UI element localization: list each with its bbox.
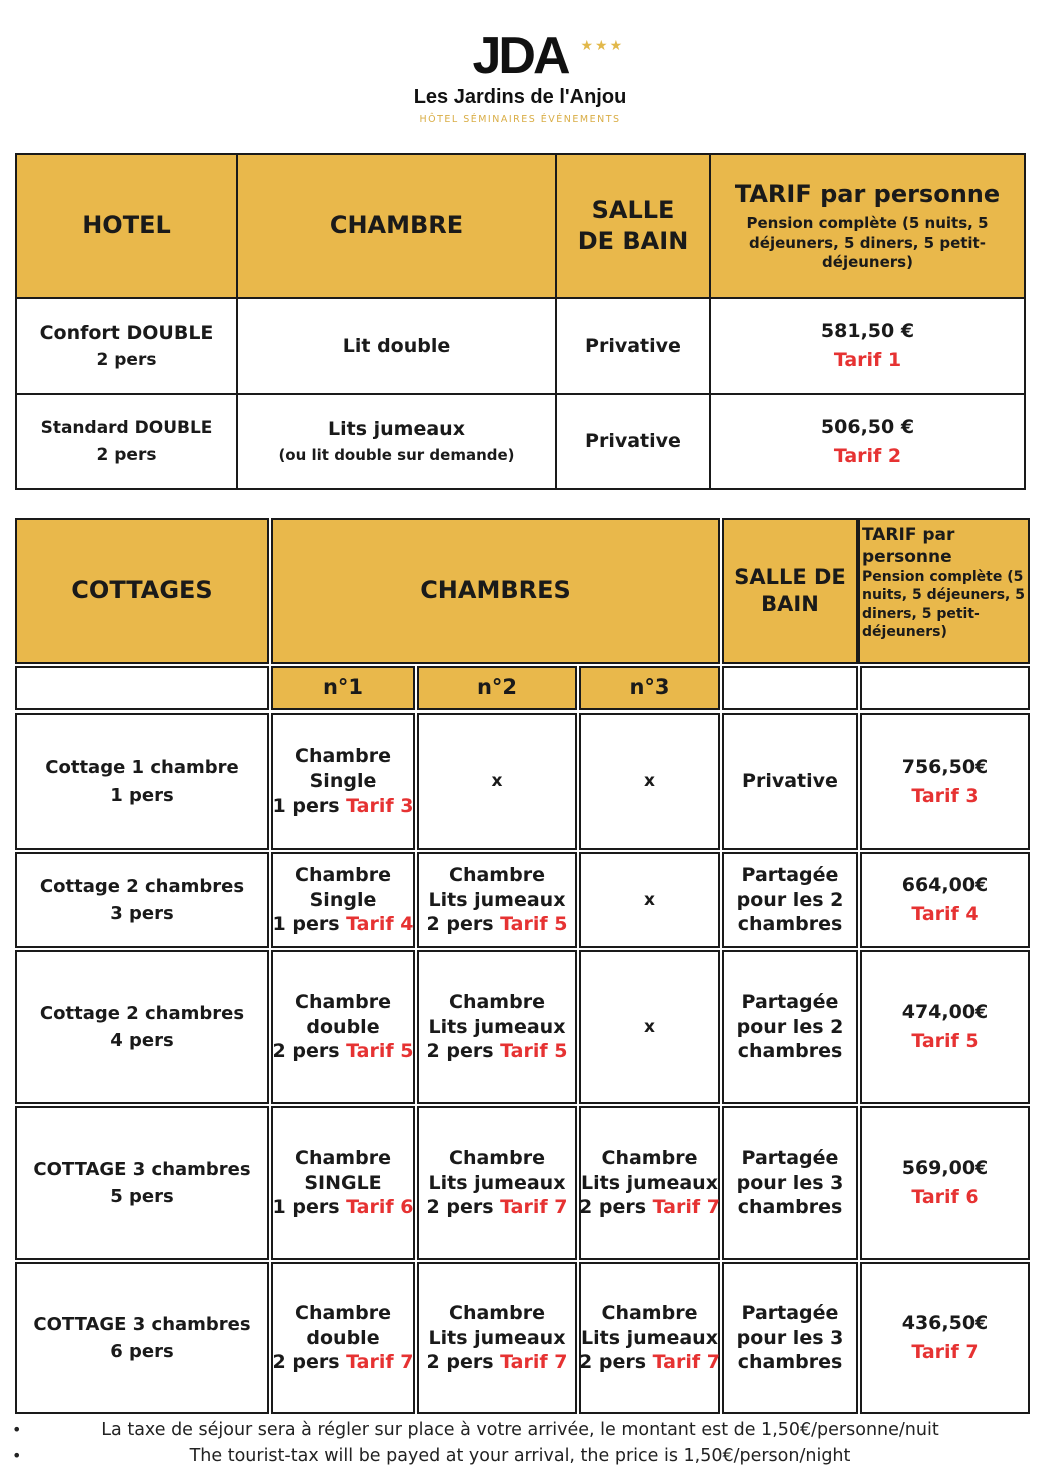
cottage-room-n1: Chambre Single 1 pers Tarif 4 bbox=[271, 852, 415, 948]
hotel-row-name: Standard DOUBLE 2 pers bbox=[15, 393, 238, 490]
cottage-room-n1: Chambre SINGLE 1 pers Tarif 6 bbox=[271, 1106, 415, 1260]
note-en: • The tourist-tax will be payed at your arrival, the price is 1,50€/person/night bbox=[0, 1443, 1040, 1469]
tarif-label: Tarif 6 bbox=[911, 1186, 979, 1208]
tarif-label: Tarif 5 bbox=[500, 913, 568, 936]
header-room-n2: n°2 bbox=[417, 666, 577, 710]
header-room-n1: n°1 bbox=[271, 666, 415, 710]
cottage-row-name: Cottage 2 chambres 3 pers bbox=[15, 852, 269, 948]
header-room-n3: n°3 bbox=[579, 666, 720, 710]
header-tarif: TARIF par personne Pension complète (5 nuits, 5 déjeuners, 5 diners, 5 petit-déjeuners) bbox=[709, 153, 1026, 299]
tarif-label: Tarif 5 bbox=[346, 1040, 414, 1063]
hotel-row-bathroom: Privative bbox=[555, 393, 711, 490]
cottage-row-price: 436,50€ Tarif 7 bbox=[860, 1262, 1030, 1414]
hotel-logo bbox=[0, 24, 1040, 125]
cottage-room-n1: Chambre double 2 pers Tarif 7 bbox=[271, 1262, 415, 1414]
hotel-row-room: Lit double bbox=[236, 297, 557, 395]
tourist-tax-notes bbox=[0, 1417, 1040, 1469]
cottage-row-bathroom: Privative bbox=[722, 713, 858, 850]
cottage-row-price: 474,00€ Tarif 5 bbox=[860, 950, 1030, 1104]
subheader-empty bbox=[722, 666, 858, 710]
cottage-room-n2: Chambre Lits jumeaux 2 pers Tarif 7 bbox=[417, 1106, 577, 1260]
header-cottages: COTTAGES bbox=[15, 518, 269, 664]
bullet-icon: • bbox=[12, 1446, 22, 1465]
cottage-room-n1: Chambre double 2 pers Tarif 5 bbox=[271, 950, 415, 1104]
cottage-room-n2: Chambre Lits jumeaux 2 pers Tarif 5 bbox=[417, 852, 577, 948]
bullet-icon: • bbox=[12, 1420, 22, 1439]
tarif-label: Tarif 6 bbox=[346, 1196, 414, 1219]
cottage-row-name: Cottage 1 chambre 1 pers bbox=[15, 713, 269, 850]
logo-stars: ★★★ bbox=[580, 38, 625, 54]
cottage-room-n2: Chambre Lits jumeaux 2 pers Tarif 7 bbox=[417, 1262, 577, 1414]
header-bathroom: SALLE DE BAIN bbox=[722, 518, 858, 664]
cottage-row-price: 569,00€ Tarif 6 bbox=[860, 1106, 1030, 1260]
header-bathroom: SALLE DE BAIN bbox=[555, 153, 711, 299]
hotel-row-price: 506,50 € Tarif 2 bbox=[709, 393, 1026, 490]
cottage-row-price: 664,00€ Tarif 4 bbox=[860, 852, 1030, 948]
cottage-row-bathroom: Partagée pour les 3 chambres bbox=[722, 1262, 858, 1414]
tarif-label: Tarif 7 bbox=[346, 1351, 414, 1374]
header-room: CHAMBRE bbox=[236, 153, 557, 299]
tarif-label: Tarif 7 bbox=[652, 1196, 720, 1219]
logo-mark bbox=[472, 24, 625, 88]
hotel-row-bathroom: Privative bbox=[555, 297, 711, 395]
cottage-row-bathroom: Partagée pour les 2 chambres bbox=[722, 950, 858, 1104]
cottage-room-n2: x bbox=[417, 713, 577, 850]
tarif-label: Tarif 3 bbox=[346, 794, 414, 817]
tarif-label: Tarif 5 bbox=[500, 1040, 568, 1063]
tarif-label: Tarif 7 bbox=[500, 1196, 568, 1219]
hotel-name: Les Jardins de l'Anjou bbox=[413, 86, 627, 108]
header-tarif: TARIF par personne Pension complète (5 nuits, 5 déjeuners, 5 diners, 5 petit-déjeuners) bbox=[858, 518, 1030, 664]
cottage-row-bathroom: Partagée pour les 3 chambres bbox=[722, 1106, 858, 1260]
cottage-row-name: Cottage 2 chambres 4 pers bbox=[15, 950, 269, 1104]
hotel-tagline: HÔTEL SÉMINAIRES ÉVÉNEMENTS bbox=[419, 114, 621, 125]
hotel-row-room: Lits jumeaux (ou lit double sur demande) bbox=[236, 393, 557, 490]
tarif-label: Tarif 4 bbox=[346, 913, 414, 936]
tarif-label: Tarif 2 bbox=[833, 444, 902, 467]
tarif-label: Tarif 4 bbox=[911, 903, 979, 925]
subheader-empty bbox=[15, 666, 269, 710]
tarif-label: Tarif 7 bbox=[652, 1351, 720, 1374]
hotel-row-price: 581,50 € Tarif 1 bbox=[709, 297, 1026, 395]
cottage-row-name: COTTAGE 3 chambres 6 pers bbox=[15, 1262, 269, 1414]
cottage-room-n3: x bbox=[579, 713, 720, 850]
header-hotel: HOTEL bbox=[15, 153, 238, 299]
cottage-room-n3: x bbox=[579, 950, 720, 1104]
note-fr: • La taxe de séjour sera à régler sur place à votre arrivée, le montant est de 1,50€/personne/nuit bbox=[0, 1417, 1040, 1443]
tarif-label: Tarif 3 bbox=[911, 784, 979, 807]
cottage-room-n3: Chambre Lits jumeaux 2 pers Tarif 7 bbox=[579, 1262, 720, 1414]
cottage-row-bathroom: Partagée pour les 2 chambres bbox=[722, 852, 858, 948]
hotel-row-name: Confort DOUBLE 2 pers bbox=[15, 297, 238, 395]
cottage-room-n2: Chambre Lits jumeaux 2 pers Tarif 5 bbox=[417, 950, 577, 1104]
tarif-label: Tarif 7 bbox=[500, 1351, 568, 1374]
cottage-row-name: COTTAGE 3 chambres 5 pers bbox=[15, 1106, 269, 1260]
subheader-empty bbox=[860, 666, 1030, 710]
header-rooms: CHAMBRES bbox=[271, 518, 720, 664]
tarif-label: Tarif 7 bbox=[911, 1341, 979, 1363]
cottage-room-n3: Chambre Lits jumeaux 2 pers Tarif 7 bbox=[579, 1106, 720, 1260]
cottage-row-price: 756,50€ Tarif 3 bbox=[860, 713, 1030, 850]
logo-monogram: JDA bbox=[472, 27, 568, 85]
tarif-label: Tarif 1 bbox=[833, 349, 902, 371]
cottage-room-n1: Chambre Single 1 pers Tarif 3 bbox=[271, 713, 415, 850]
cottage-room-n3: x bbox=[579, 852, 720, 948]
tarif-label: Tarif 5 bbox=[911, 1030, 979, 1052]
